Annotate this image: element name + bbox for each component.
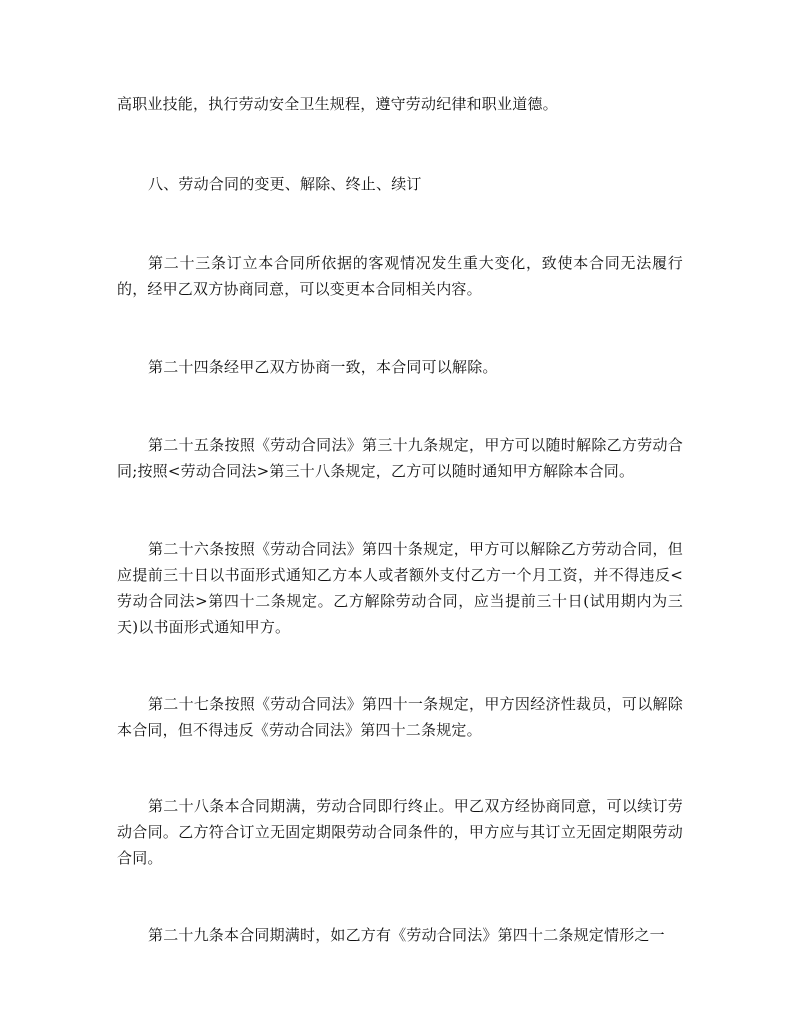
article-29: 第二十九条本合同期满时，如乙方有《劳动合同法》第四十二条规定情形之一 xyxy=(148,926,665,944)
article-23: 第二十三条订立本合同所依据的客观情况发生重大变化，致使本合同无法履行的，经甲乙双方协商同意，可以变更本合同相关内容。 xyxy=(117,254,683,298)
article-28: 第二十八条本合同期满，劳动合同即行终止。甲乙双方经协商同意，可以续订劳动合同。乙方符合订立无固定期限劳动合同条件的，甲方应与其订立无固定期限劳动合同。 xyxy=(117,797,683,867)
article-24: 第二十四条经甲乙双方协商一致，本合同可以解除。 xyxy=(148,358,498,376)
article-26: 第二十六条按照《劳动合同法》第四十条规定，甲方可以解除乙方劳动合同，但应提前三十日以书面形式通知乙方本人或者额外支付乙方一个月工资，并不得违反<劳动合同法>第四十二条规定。乙方解除劳动合同，应当提前三十日(试用期内为三天)以书面形式通知甲方。 xyxy=(117,540,683,636)
article-25: 第二十五条按照《劳动合同法》第三十九条规定，甲方可以随时解除乙方劳动合同;按照<劳动合同法>第三十八条规定，乙方可以随时通知甲方解除本合同。 xyxy=(117,436,683,480)
article-27: 第二十七条按照《劳动合同法》第四十一条规定，甲方因经济性裁员，可以解除本合同，但不得违反《劳动合同法》第四十二条规定。 xyxy=(117,695,683,739)
section-heading: 八、劳动合同的变更、解除、终止、续订 xyxy=(148,175,422,193)
paragraph-continuation: 高职业技能，执行劳动安全卫生规程，遵守劳动纪律和职业道德。 xyxy=(117,95,558,113)
